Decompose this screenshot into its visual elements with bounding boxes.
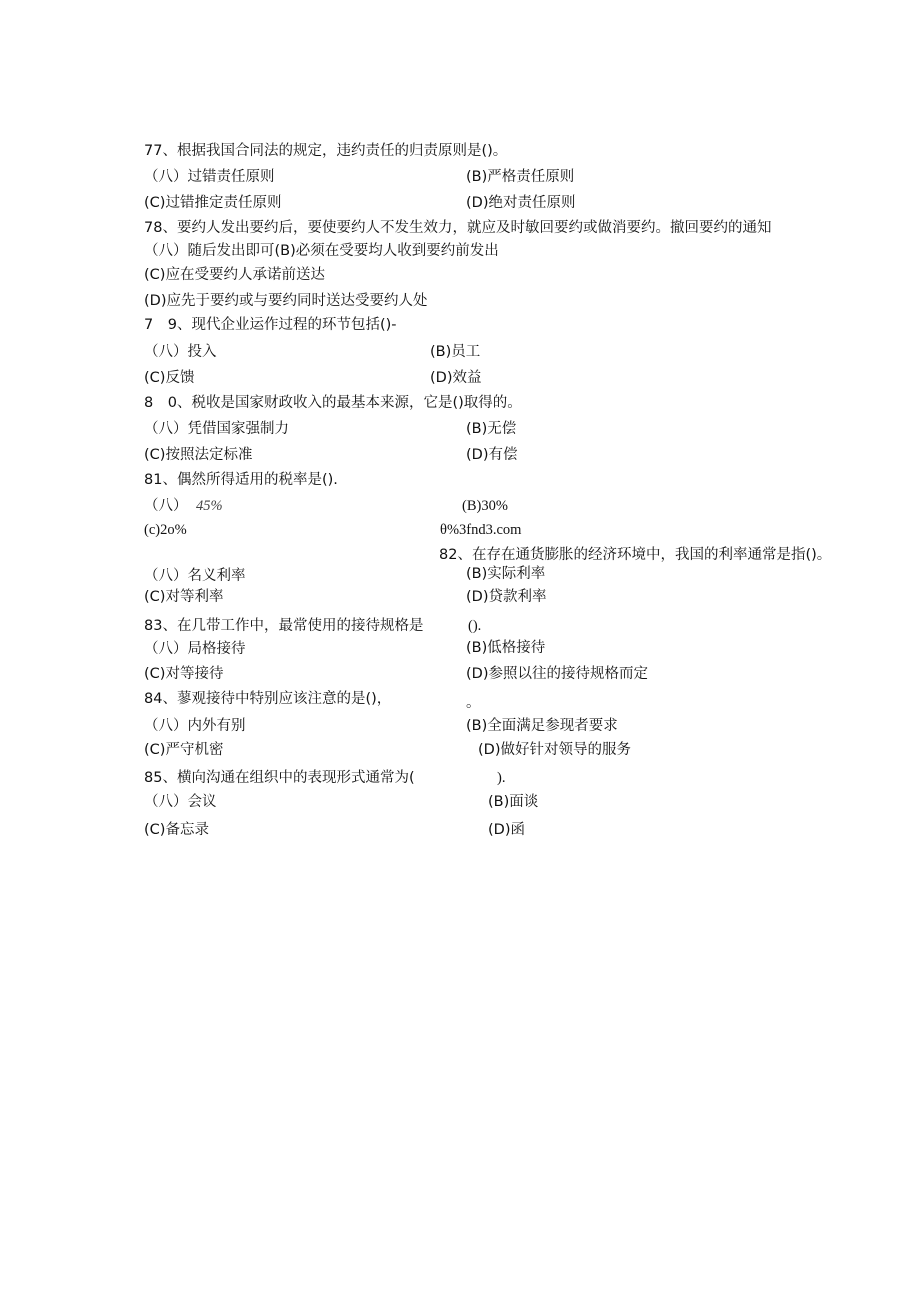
option-a: （八）内外有别 bbox=[144, 718, 246, 734]
question-84-mark: 。 bbox=[466, 695, 481, 711]
option-a: （八） bbox=[144, 498, 188, 514]
option-d: (D)效益 bbox=[430, 370, 482, 386]
option-c: (C)反馈 bbox=[144, 370, 195, 386]
option-d: (D)函 bbox=[488, 822, 525, 838]
question-85-blank: ). bbox=[497, 770, 506, 786]
question-81: 81、偶然所得适用的税率是(). bbox=[144, 472, 338, 488]
option-a: （八）投入 bbox=[144, 344, 217, 360]
option-b: (B)严格责任原则 bbox=[466, 169, 575, 185]
option-c: (C)对等利率 bbox=[144, 589, 224, 605]
question-83-blank: (). bbox=[468, 618, 482, 634]
option-a-b: （八）随后发出即可(B)必须在受要均人收到要约前发出 bbox=[144, 243, 499, 259]
option-c: (c)2o% bbox=[144, 522, 187, 538]
option-c: (C)对等接待 bbox=[144, 666, 224, 682]
option-a: （八）局格接待 bbox=[144, 641, 246, 657]
question-84: 84、蓼观接待中特别应该注意的是()， bbox=[144, 691, 392, 707]
option-c: (C)应在受要约人承诺前送达 bbox=[144, 267, 325, 283]
option-d: (D)贷款利率 bbox=[466, 589, 547, 605]
option-a: （八）名义利率 bbox=[144, 568, 246, 584]
option-c: (C)备忘录 bbox=[144, 822, 209, 838]
question-80: 8 0、税收是国家财政收入的最基本来源，它是()取得的。 bbox=[144, 395, 522, 411]
option-c: (C)按照法定标准 bbox=[144, 447, 253, 463]
question-82: 82、在存在通货膨胀的经济环境中，我国的利率通常是指()。 bbox=[439, 547, 832, 563]
option-d: (D)应先于要约或与要约同时送达受要约人处 bbox=[144, 293, 428, 309]
option-a-value: 45% bbox=[196, 498, 223, 514]
option-d: (D)做好针对领导的服务 bbox=[478, 742, 631, 758]
option-b: (B)30% bbox=[462, 498, 508, 514]
question-85: 85、横向沟通在组织中的表现形式通常为( bbox=[144, 770, 415, 786]
question-83: 83、在几带工作中，最常使用的接待规格是 bbox=[144, 618, 424, 634]
watermark-text: θ%3fnd3.com bbox=[440, 522, 522, 538]
option-b: (B)无偿 bbox=[466, 421, 517, 437]
option-b: (B)员工 bbox=[430, 344, 481, 360]
option-b: (B)全面满足参现者要求 bbox=[466, 718, 618, 734]
option-b: (B)实际利率 bbox=[466, 566, 546, 582]
option-b: (B)低格接待 bbox=[466, 640, 546, 656]
option-a: （八）凭借国家强制力 bbox=[144, 421, 289, 437]
option-d: (D)绝对责任原则 bbox=[466, 195, 576, 211]
option-a: （八）会议 bbox=[144, 794, 217, 810]
option-d: (D)有偿 bbox=[466, 447, 518, 463]
question-77: 77、根据我国合同法的规定，违约责任的归责原则是()。 bbox=[144, 143, 508, 159]
option-b: (B)面谈 bbox=[488, 794, 539, 810]
option-c: (C)过错推定责任原则 bbox=[144, 195, 282, 211]
question-79: 7 9、现代企业运作过程的环节包括()- bbox=[144, 317, 397, 333]
option-d: (D)参照以往的接待规格而定 bbox=[466, 666, 648, 682]
option-c: (C)严守机密 bbox=[144, 742, 224, 758]
option-a: （八）过错责任原则 bbox=[144, 169, 275, 185]
question-78: 78、要约人发出要约后，要使要约人不发生效力，就应及时敏回要约或做消要约。撤回要约的通知 bbox=[144, 220, 772, 236]
